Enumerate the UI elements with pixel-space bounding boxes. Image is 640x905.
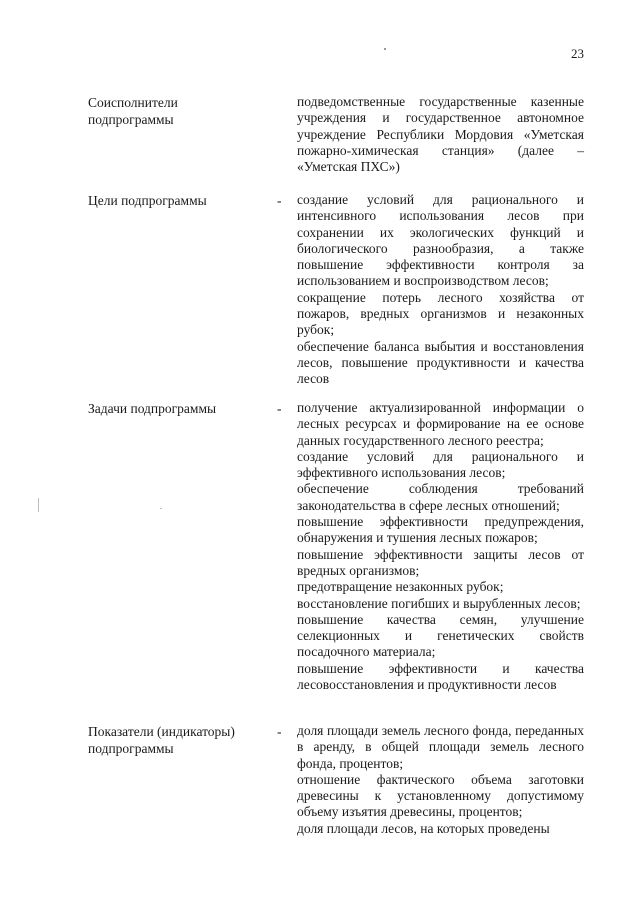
scan-mark [160,508,162,509]
paragraph: обеспечение баланса выбытия и восстановления лесов, повышение продуктивности и качества лесов [297,338,584,387]
paragraph: повышение эффективности защиты лесов от вредных организмов; [297,546,584,578]
page-number: 23 [571,46,584,61]
paragraph: повышение эффективности предупреждения, обнаружения и тушения лесных пожаров; [297,514,584,546]
section-content [297,192,584,388]
paragraph: доля площади земель лесного фонда, переданных в аренду, в общей площади земель лесного фонда, процентов; [297,723,584,771]
paragraph: создание условий для рационального и эффективного использования лесов; [297,448,584,481]
section-content [297,94,584,175]
section-dash: - [277,724,282,739]
paragraph: сокращение потерь лесного хозяйства от пожаров, вредных организмов и незаконных рубок; [297,289,584,338]
paragraph: восстановление погибших и вырубленных лесов; [297,595,581,611]
section-dash: - [277,193,282,208]
section-label: Задачи подпрограммы [88,401,217,416]
section-label: Показатели (индикаторы) подпрограммы [88,724,235,756]
section-label: Соисполнители подпрограммы [88,95,178,127]
paragraph: предотвращение незаконных рубок; [297,579,504,595]
paragraph: повышение эффективности и качества лесовосстановления и продуктивности лесов [297,660,584,693]
section-dash: - [277,401,282,416]
section-content [297,400,584,693]
paragraph: обеспечение соблюдения требований законодательства в сфере лесных отношений; [297,481,584,513]
paragraph: создание условий для рационального и интенсивного использования лесов при сохранении их экологических функций и биологического разнообразия, а также повышение эффективности контроля за использованием и воспроизводством лесов; [297,192,584,289]
paragraph: получение актуализированной информации о лесных ресурсах и формирование на ее основе данных государственного лесного реестра; [297,400,584,448]
paragraph: доля площади лесов, на которых проведены [297,820,550,836]
section-label: Цели подпрограммы [88,193,207,208]
paragraph: повышение качества семян, улучшение селекционных и генетических свойств посадочного материала; [297,611,584,660]
paragraph: отношение фактического объема заготовки древесины к установленному допустимому объему изъятия древесины, процентов; [297,771,584,820]
paragraph: подведомственные государственные казенные учреждения и государственное автономное учреждение Республики Мордовия «Уметская пожарно-химическая станция» (далее – «Уметская ПХС») [297,94,584,175]
scan-mark [384,48,386,50]
scan-mark [38,498,39,512]
section-content [297,723,584,837]
